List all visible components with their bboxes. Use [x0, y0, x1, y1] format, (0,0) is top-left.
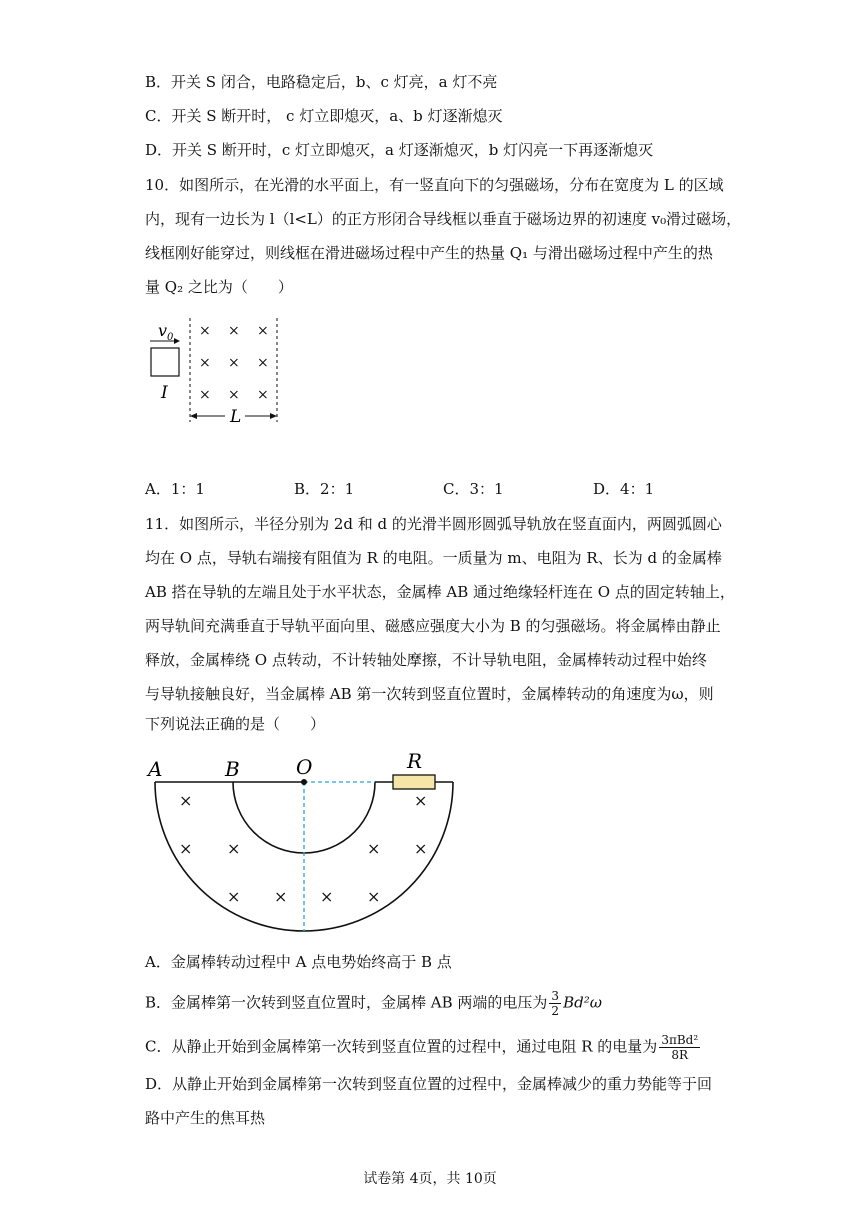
q10-option-c: C．3：1 [443, 480, 504, 498]
svg-text:×: × [274, 887, 288, 906]
q11-option-b-fraction [549, 989, 561, 1018]
q10-v-label: $v_0$ [158, 321, 174, 343]
svg-text:×: × [199, 323, 211, 339]
q10-field-crosses [199, 323, 269, 403]
svg-text:×: × [414, 791, 428, 810]
q10-width-arrowhead-left [190, 413, 197, 419]
q11-stem-line2: 均在 O 点，导轨右端接有阻值为 R 的电阻。一质量为 m、电阻为 R、长为 d 的金属棒 [145, 549, 722, 567]
svg-text:×: × [367, 887, 381, 906]
svg-text:×: × [179, 791, 193, 810]
q10-velocity-arrowhead [174, 338, 180, 344]
q11-option-c-numerator: 3πBd² [661, 1033, 699, 1047]
q11-stem-line4: 两导轨间充满垂直于导轨平面向里、磁感应强度大小为 B 的匀强磁场。将金属棒由静止 [145, 617, 721, 635]
q11-option-c-text: C．从静止开始到金属棒第一次转到竖直位置的过程中，通过电阻 R 的电量为 [145, 1037, 658, 1056]
q10-option-d: D．4：1 [593, 480, 655, 498]
q11-option-b-expression: Bd²ω [563, 993, 602, 1012]
q11-option-b-text: B．金属棒第一次转到竖直位置时，金属棒 AB 两端的电压为 [145, 993, 548, 1012]
q11-option-a: A．金属棒转动过程中 A 点电势始终高于 B 点 [145, 953, 452, 971]
q10-option-b: B．2：1 [294, 480, 355, 498]
q11-option-c-denominator: 8R [671, 1048, 689, 1062]
q11-field-crosses [179, 791, 427, 906]
q11-stem-line7: 下列说法正确的是（ ） [145, 715, 326, 733]
svg-text:×: × [227, 887, 241, 906]
q10-stem-line3: 线框刚好能穿过，则线框在滑进磁场过程中产生的热量 Q₁ 与滑出磁场过程中产生的热 [145, 244, 713, 262]
q11-stem-line5: 释放，金属棒绕 O 点转动，不计转轴处摩擦，不计导轨电阻，金属棒转动过程中始终 [145, 651, 707, 669]
svg-text:×: × [228, 323, 240, 339]
q11-label-a: A [148, 757, 163, 781]
q11-option-d-line2: 路中产生的焦耳热 [145, 1109, 266, 1127]
q9-option-b: B．开关 S 闭合，电路稳定后，b、c 灯亮，a 灯不亮 [145, 73, 498, 91]
svg-text:×: × [257, 323, 269, 339]
q11-option-c [145, 1033, 702, 1062]
q10-stem-line1: 10．如图所示，在光滑的水平面上，有一竖直向下的匀强磁场，分布在宽度为 L 的区域 [145, 176, 724, 194]
q9-option-d: D．开关 S 断开时，c 灯立即熄灭，a 灯逐渐熄灭，b 灯闪亮一下再逐渐熄灭 [145, 141, 654, 159]
svg-text:×: × [199, 355, 211, 371]
q10-width-arrowhead-right [270, 413, 277, 419]
q10-square-frame [151, 348, 179, 376]
svg-text:×: × [320, 887, 334, 906]
q11-figure [145, 748, 465, 940]
q11-stem-line1: 11．如图所示，半径分别为 2d 和 d 的光滑半圆形圆弧导轨放在竖直面内，两圆弧圆心 [145, 515, 722, 533]
svg-text:×: × [257, 355, 269, 371]
q11-option-b-denominator: 2 [551, 1004, 560, 1018]
q11-label-o: O [296, 755, 313, 779]
svg-text:×: × [367, 839, 381, 858]
q10-option-a: A．1：1 [145, 480, 205, 498]
q11-label-r: R [407, 749, 423, 773]
q10-figure [145, 310, 295, 435]
q10-width-label: L [230, 407, 242, 427]
svg-text:×: × [199, 387, 211, 403]
q11-pivot-o [301, 779, 307, 785]
svg-text:×: × [414, 839, 428, 858]
q11-label-b: B [225, 757, 240, 781]
svg-text:×: × [228, 387, 240, 403]
q11-option-b [145, 989, 602, 1018]
q9-option-c: C．开关 S 断开时， c 灯立即熄灭，a、b 灯逐渐熄灭 [145, 107, 503, 125]
q10-stem-line2: 内，现有一边长为 l（l<L）的正方形闭合导线框以垂直于磁场边界的初速度 v₀滑过磁场， [145, 210, 742, 228]
svg-text:×: × [228, 355, 240, 371]
svg-text:×: × [257, 387, 269, 403]
q10-frame-label: I [161, 383, 168, 403]
q11-option-b-numerator: 3 [551, 989, 560, 1003]
q11-stem-line6: 与导轨接触良好，当金属棒 AB 第一次转到竖直位置时，金属棒转动的角速度为ω，则 [145, 685, 714, 703]
q11-option-d-line1: D．从静止开始到金属棒第一次转到竖直位置的过程中，金属棒减少的重力势能等于回 [145, 1075, 713, 1093]
q11-resistor [393, 775, 435, 789]
q11-stem-line3: AB 搭在导轨的左端且处于水平状态，金属棒 AB 通过绝缘轻杆连在 O 点的固定转轴上， [145, 583, 735, 601]
svg-text:×: × [227, 839, 241, 858]
page-footer: 试卷第 4页，共 10页 [363, 1171, 497, 1187]
q10-stem-line4: 量 Q₂ 之比为（ ） [145, 278, 293, 296]
q11-option-c-fraction [659, 1033, 700, 1062]
svg-text:×: × [179, 839, 193, 858]
